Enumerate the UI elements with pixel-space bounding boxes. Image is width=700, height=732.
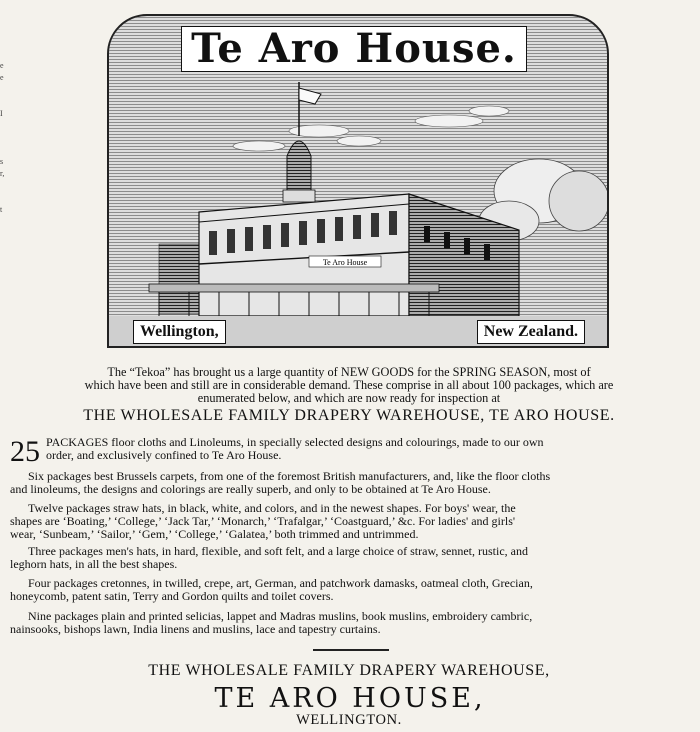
item-line: Four packages cretonnes, in twilled, crepe, art, German, and patchwork damasks, oatmeal cloth, Grecian,	[28, 576, 533, 590]
headline: THE WHOLESALE FAMILY DRAPERY WAREHOUSE, TE ARO HOUSE.	[83, 407, 615, 424]
item-line: order, and exclusively confined to Te Aro House.	[46, 448, 282, 462]
margin-char: t	[0, 205, 3, 214]
item-line: Nine packages plain and printed selicias, lappet and Madras muslins, book muslins, embroidery cambric,	[28, 609, 533, 623]
divider-rule	[313, 649, 389, 651]
item-line: leghorn hats, in all the best shapes.	[10, 557, 178, 571]
item-line: nainsooks, bishops lawn, India linens and muslins, lace and tapestry curtains.	[10, 622, 381, 636]
intro-line: The “Tekoa” has brought us a large quantity of NEW GOODS for the SPRING SEASON, most of	[107, 365, 591, 379]
building-sign: Te Aro House	[322, 258, 368, 267]
item-line: Three packages men's hats, in hard, flexible, and soft felt, and a large choice of straw, sennet, rustic, and	[28, 544, 528, 558]
footer-store-name: TE ARO HOUSE,	[214, 683, 486, 714]
margin-char: s	[0, 157, 4, 166]
item-line: Twelve packages straw hats, in black, white, and colors, and in the newest shapes. For boys' wear, the	[28, 501, 516, 515]
item-line: wear, ‘Sunbeam,’ ‘Sailor,’ ‘Gem,’ ‘College,’ ‘Galatea,’ both trimmed and untrimmed.	[10, 527, 419, 541]
item-cretonnes	[10, 577, 688, 603]
margin-char: r,	[0, 169, 5, 178]
margin-char: e	[0, 61, 4, 70]
footer-city: WELLINGTON.	[296, 712, 402, 728]
building-illustration	[107, 14, 609, 348]
location-label-right: New Zealand.	[477, 320, 585, 344]
item-muslins	[10, 610, 688, 636]
item-line: Six packages best Brussels carpets, from one of the foremost British manufacturers, and, like the floor cloths	[28, 469, 551, 483]
intro-line: enumerated below, and which are now ready for inspection at	[197, 391, 501, 405]
item-line: shapes are ‘Boating,’ ‘College,’ ‘Jack Tar,’ ‘Monarch,’ ‘Trafalgar,’ ‘Coastguard,’ &c. For ladies' and girls'	[10, 514, 516, 528]
footer-line-1: THE WHOLESALE FAMILY DRAPERY WAREHOUSE,	[148, 662, 550, 679]
item-line: PACKAGES floor cloths and Linoleums, in specially selected designs and colourings, made to our own	[46, 435, 544, 449]
intro-paragraph	[10, 366, 688, 405]
item-straw-hats	[10, 502, 688, 541]
adjacent-column-fragments	[0, 60, 10, 216]
item-mens-hats	[10, 545, 688, 571]
item-line: honeycomb, patent satin, Terry and Gordon quilts and toilet covers.	[10, 589, 334, 603]
margin-char: e	[0, 73, 4, 82]
item-carpets	[10, 470, 688, 496]
dropcap-number: 25	[10, 435, 40, 468]
item-line: and linoleums, the designs and colorings are really superb, and only to be obtained at Te Aro House.	[10, 482, 491, 496]
title-banner: Te Aro House.	[181, 26, 527, 72]
location-label-left: Wellington,	[133, 320, 226, 344]
intro-line: which have been and still are in considerable demand. These comprise in all about 100 packages, which are	[84, 378, 614, 392]
item-floor-cloths	[10, 436, 688, 466]
margin-char: I	[0, 109, 3, 118]
